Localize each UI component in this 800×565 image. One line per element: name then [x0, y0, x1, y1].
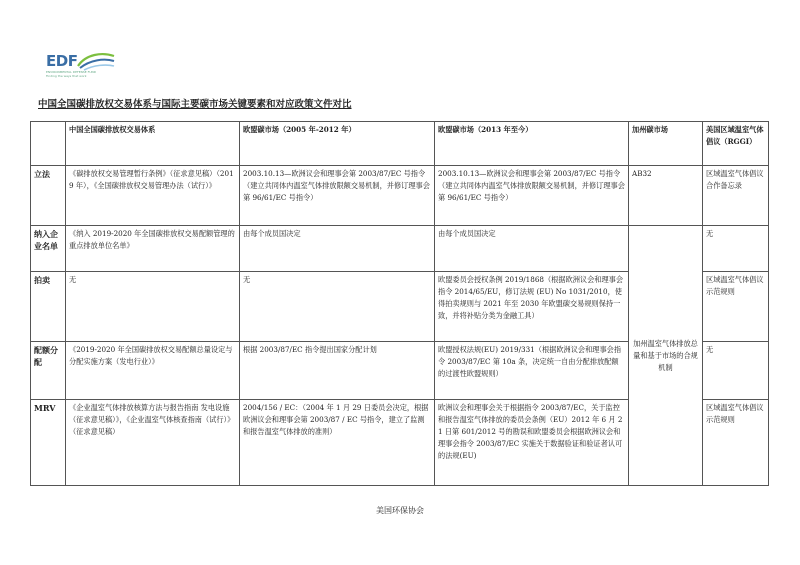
cell-california: AB32: [629, 166, 703, 226]
logo-letters: EDF: [46, 52, 78, 70]
row-label-auction: 拍卖: [31, 272, 66, 342]
row-label-covered-entities: 纳入企业名单: [31, 226, 66, 272]
cell-china: 《2019-2020 年全国碳排放权交易配额总量设定与分配实施方案（发电行业）》: [66, 342, 240, 400]
cell-eu-2013: 2003.10.13—欧洲议会和理事会第 2003/87/EC 号指令（建立共同体内温室气体排放限额交易机制，并修订理事会第 96/61/EC 号指令）: [435, 166, 629, 226]
cell-rggi: 无: [703, 342, 769, 400]
table-row: [31, 226, 769, 272]
header-rggi: 美国区域温室气体倡议（RGGI）: [703, 122, 769, 166]
document-title: 中国全国碳排放权交易体系与国际主要碳市场关键要素和对应政策文件对比: [38, 99, 352, 110]
cell-rggi: 无: [703, 226, 769, 272]
header-california: 加州碳市场: [629, 122, 703, 166]
row-label-legislation: 立法: [31, 166, 66, 226]
page-footer: 美国环保协会: [376, 506, 424, 515]
cell-eu-2013: 欧洲议会和理事会关于根据指令 2003/87/EC，关于监控和报告温室气体排放的委员会条例（EU）2012 年 6 月 21 日第 601/2012 号的勘误和欧盟委员会根据欧洲议会和理事会指令 2003/87/EC 实施关于数据验证和验证者认可的法规(EU): [435, 400, 629, 486]
cell-china: 《碳排放权交易管理暂行条例》（征求意见稿）（2019 年），《全国碳排放权交易管理办法（试行）》: [66, 166, 240, 226]
header-corner: [31, 122, 66, 166]
row-label-allocation: 配额分配: [31, 342, 66, 400]
cell-eu-2005: 2003.10.13—欧洲议会和理事会第 2003/87/EC 号指令（建立共同体内温室气体排放限额交易机制，并修订理事会第 96/61/EC 号指令）: [240, 166, 435, 226]
cell-eu-2013: 由每个成员国决定: [435, 226, 629, 272]
table-header-row: [31, 122, 769, 166]
header-eu-2013: 欧盟碳市场（2013 年至今）: [435, 122, 629, 166]
cell-eu-2013: 欧盟授权法规(EU) 2019/331（根据欧洲议会和理事会指令 2003/87/EC 第 10a 条，决定统一自由分配排放配额的过渡性欧盟规则）: [435, 342, 629, 400]
cell-china: 无: [66, 272, 240, 342]
cell-eu-2005: 2004/156 / EC：（2004 年 1 月 29 日委员会决定，根据欧洲议会和理事会第 2003/87 / EC 号指令，建立了监测和报告温室气体排放的准则）: [240, 400, 435, 486]
header-eu-2005: 欧盟碳市场（2005 年-2012 年）: [240, 122, 435, 166]
cell-china: 《纳入 2019-2020 年全国碳排放权交易配额管理的重点排放单位名单》: [66, 226, 240, 272]
cell-california-merged: 加州温室气体排放总量和基于市场的合规机制: [629, 226, 703, 486]
header-china: 中国全国碳排放权交易体系: [66, 122, 240, 166]
cell-eu-2005: 根据 2003/87/EC 指令提出国家分配计划: [240, 342, 435, 400]
logo-subtitle: ENVIRONMENTAL DEFENSE FUND Finding the ways that work: [46, 70, 97, 78]
cell-eu-2005: 无: [240, 272, 435, 342]
comparison-table: [30, 121, 769, 486]
cell-rggi: 区域温室气体倡议示范规则: [703, 400, 769, 486]
cell-eu-2005: 由每个成员国决定: [240, 226, 435, 272]
cell-rggi: 区域温室气体倡议示范规则: [703, 272, 769, 342]
cell-eu-2013: 欧盟委员会授权条例 2019/1868（根据欧洲议会和理事会指令 2014/65/EU，修订法规 (EU) No 1031/2010，使得拍卖规则与 2021 年至 2030 年欧盟碳交易规则保持一致，并将补贴分类为金融工具）: [435, 272, 629, 342]
logo-swoosh-icon: [76, 50, 116, 72]
edf-logo: [46, 50, 126, 82]
cell-rggi: 区域温室气体倡议合作备忘录: [703, 166, 769, 226]
row-label-mrv: MRV: [31, 400, 66, 486]
table-row: [31, 166, 769, 226]
cell-china: 《企业温室气体排放核算方法与报告指南 发电设施（征求意见稿）》，《企业温室气体核查指南（试行）》（征求意见稿）: [66, 400, 240, 486]
